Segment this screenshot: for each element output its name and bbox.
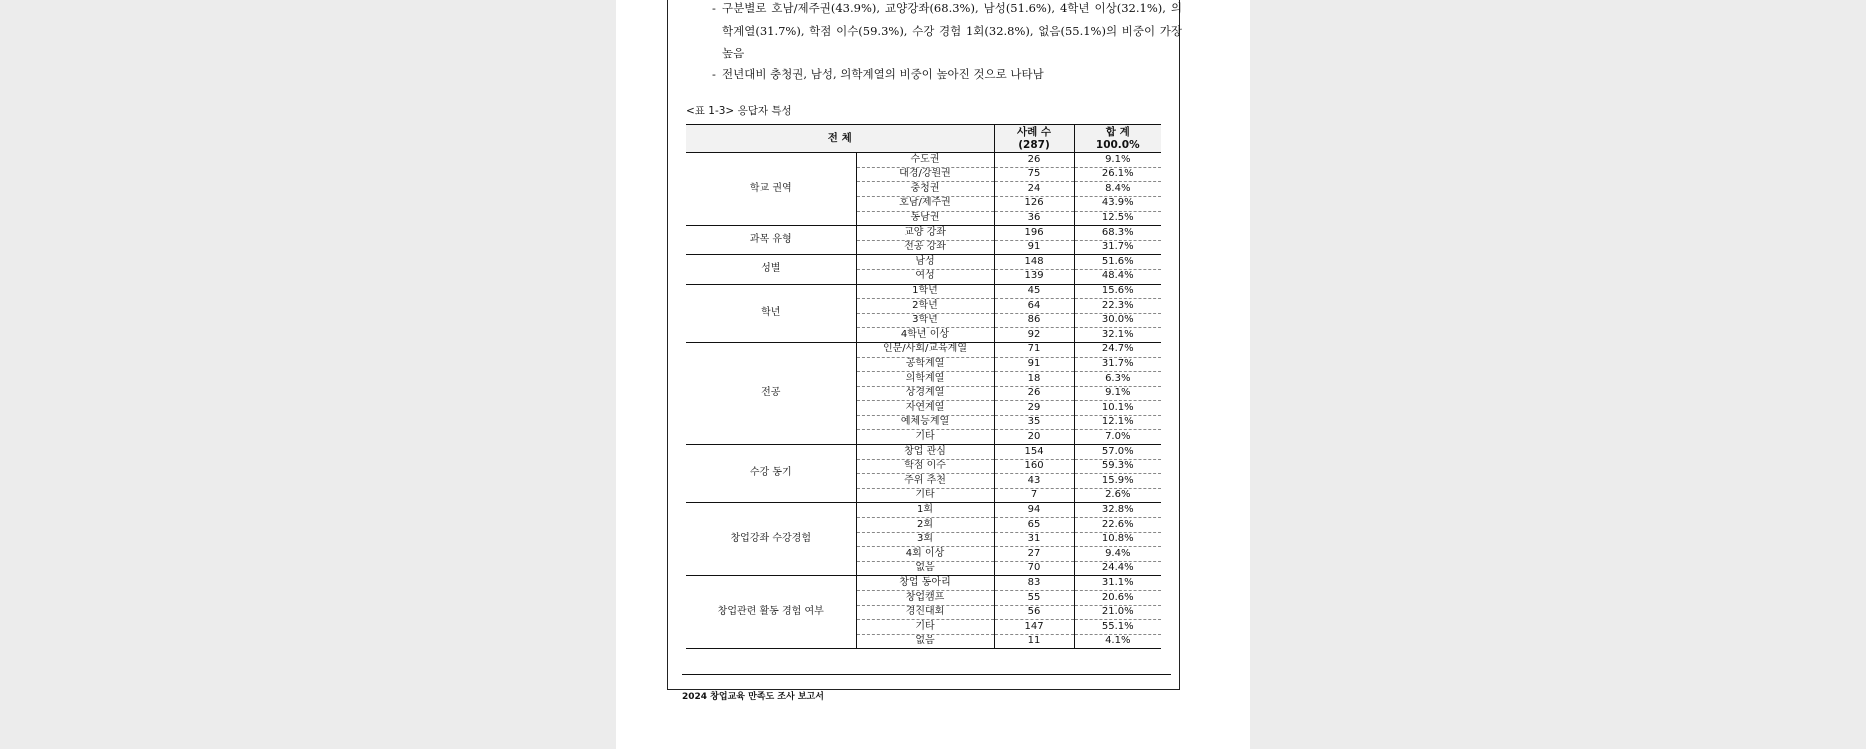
row-label: 전공 강좌: [856, 240, 994, 255]
bullet-item-2: [712, 63, 1182, 86]
row-label: 3학년: [856, 313, 994, 328]
row-count: 154: [994, 445, 1074, 460]
row-label: 동남권: [856, 211, 994, 226]
row-count: 26: [994, 386, 1074, 401]
row-label: 1회: [856, 503, 994, 518]
row-count: 7: [994, 488, 1074, 503]
row-percent: 24.4%: [1074, 561, 1161, 576]
row-percent: 57.0%: [1074, 445, 1161, 460]
row-percent: 59.3%: [1074, 459, 1161, 474]
group-label: 수강 동기: [686, 445, 856, 503]
table-caption: <표 1-3> 응답자 특성: [686, 105, 792, 117]
row-count: 147: [994, 620, 1074, 635]
row-count: 91: [994, 357, 1074, 372]
row-label: 없음: [856, 561, 994, 576]
bullet-dash: -: [712, 67, 716, 81]
table-header-row: [686, 125, 1161, 139]
row-label: 기타: [856, 430, 994, 445]
row-count: 31: [994, 532, 1074, 547]
header-pct-total: 100.0%: [1074, 139, 1161, 153]
row-percent: 31.7%: [1074, 240, 1161, 255]
row-count: 75: [994, 167, 1074, 182]
bullet-item-1: [712, 0, 1182, 65]
row-label: 창업 관심: [856, 445, 994, 460]
header-count-total: (287): [994, 139, 1074, 153]
row-percent: 26.1%: [1074, 167, 1161, 182]
row-percent: 10.1%: [1074, 401, 1161, 416]
row-percent: 12.1%: [1074, 415, 1161, 430]
row-percent: 32.1%: [1074, 328, 1161, 343]
bullet-text: 전년대비 충청권, 남성, 의학계열의 비중이 높아진 것으로 나타남: [722, 67, 1044, 81]
row-label: 없음: [856, 634, 994, 649]
row-label: 공학계열: [856, 357, 994, 372]
row-count: 27: [994, 547, 1074, 562]
group-label: 학년: [686, 284, 856, 342]
row-label: 3회: [856, 532, 994, 547]
row-count: 126: [994, 196, 1074, 211]
row-label: 창업캠프: [856, 591, 994, 606]
table-row: [686, 255, 1161, 270]
row-label: 여성: [856, 269, 994, 284]
row-count: 55: [994, 591, 1074, 606]
table-row: [686, 284, 1161, 299]
row-count: 91: [994, 240, 1074, 255]
row-percent: 9.1%: [1074, 153, 1161, 168]
table-row: [686, 576, 1161, 591]
row-percent: 15.6%: [1074, 284, 1161, 299]
row-count: 20: [994, 430, 1074, 445]
row-label: 교양 강좌: [856, 226, 994, 241]
row-percent: 8.4%: [1074, 182, 1161, 197]
table-row: [686, 342, 1161, 357]
row-percent: 21.0%: [1074, 605, 1161, 620]
row-percent: 9.1%: [1074, 386, 1161, 401]
row-count: 43: [994, 474, 1074, 489]
header-total-label: 전 체: [686, 125, 994, 153]
row-label: 1학년: [856, 284, 994, 299]
row-label: 수도권: [856, 153, 994, 168]
row-percent: 15.9%: [1074, 474, 1161, 489]
row-label: 기타: [856, 488, 994, 503]
row-count: 18: [994, 372, 1074, 387]
row-percent: 20.6%: [1074, 591, 1161, 606]
row-label: 예체능계열: [856, 415, 994, 430]
row-percent: 51.6%: [1074, 255, 1161, 270]
row-label: 기타: [856, 620, 994, 635]
row-percent: 4.1%: [1074, 634, 1161, 649]
group-label: 전공: [686, 342, 856, 444]
row-percent: 32.8%: [1074, 503, 1161, 518]
row-label: 의학계열: [856, 372, 994, 387]
row-label: 대경/강원권: [856, 167, 994, 182]
row-count: 196: [994, 226, 1074, 241]
row-percent: 6.3%: [1074, 372, 1161, 387]
group-label: 창업관련 활동 경험 여부: [686, 576, 856, 649]
row-label: 충청권: [856, 182, 994, 197]
row-count: 45: [994, 284, 1074, 299]
row-percent: 55.1%: [1074, 620, 1161, 635]
row-count: 70: [994, 561, 1074, 576]
bullet-dash: -: [712, 1, 716, 15]
row-percent: 2.6%: [1074, 488, 1161, 503]
row-label: 2학년: [856, 299, 994, 314]
row-label: 인문/사회/교육계열: [856, 342, 994, 357]
row-count: 94: [994, 503, 1074, 518]
page-footer: 2024 창업교육 만족도 조사 보고서: [682, 692, 824, 702]
row-percent: 22.3%: [1074, 299, 1161, 314]
row-percent: 9.4%: [1074, 547, 1161, 562]
row-percent: 24.7%: [1074, 342, 1161, 357]
row-count: 139: [994, 269, 1074, 284]
row-percent: 43.9%: [1074, 196, 1161, 211]
row-label: 2회: [856, 518, 994, 533]
row-count: 24: [994, 182, 1074, 197]
row-label: 자연계열: [856, 401, 994, 416]
row-percent: 31.1%: [1074, 576, 1161, 591]
row-label: 창업 동아리: [856, 576, 994, 591]
row-label: 주위 추천: [856, 474, 994, 489]
row-count: 36: [994, 211, 1074, 226]
group-label: 과목 유형: [686, 226, 856, 255]
row-count: 56: [994, 605, 1074, 620]
group-label: 창업강좌 수강경험: [686, 503, 856, 576]
table-body: [686, 153, 1161, 649]
row-percent: 68.3%: [1074, 226, 1161, 241]
row-count: 29: [994, 401, 1074, 416]
row-percent: 30.0%: [1074, 313, 1161, 328]
footer-divider: [682, 674, 1171, 675]
row-count: 83: [994, 576, 1074, 591]
row-label: 남성: [856, 255, 994, 270]
row-percent: 7.0%: [1074, 430, 1161, 445]
row-percent: 48.4%: [1074, 269, 1161, 284]
row-label: 4회 이상: [856, 547, 994, 562]
group-label: 성별: [686, 255, 856, 284]
row-label: 학점 이수: [856, 459, 994, 474]
table-row: [686, 226, 1161, 241]
header-pct-label: 합 계: [1074, 125, 1161, 139]
row-percent: 31.7%: [1074, 357, 1161, 372]
row-count: 26: [994, 153, 1074, 168]
row-percent: 10.8%: [1074, 532, 1161, 547]
group-label: 학교 권역: [686, 153, 856, 226]
document-page: [616, 0, 1250, 749]
row-percent: 22.6%: [1074, 518, 1161, 533]
table-row: [686, 153, 1161, 168]
row-count: 35: [994, 415, 1074, 430]
table-row: [686, 503, 1161, 518]
row-count: 71: [994, 342, 1074, 357]
table-row: [686, 445, 1161, 460]
row-label: 4학년 이상: [856, 328, 994, 343]
row-count: 92: [994, 328, 1074, 343]
header-count-label: 사례 수: [994, 125, 1074, 139]
row-label: 경진대회: [856, 605, 994, 620]
row-label: 상경계열: [856, 386, 994, 401]
row-count: 11: [994, 634, 1074, 649]
bullet-text: 구분별로 호남/제주권(43.9%), 교양강좌(68.3%), 남성(51.6%), 4학년 이상(32.1%), 의학계열(31.7%), 학점 이수(59.3%), 수강 경험 1회(32.8%), 없음(55.1%)의 비중이 가장 높음: [722, 1, 1182, 60]
row-count: 64: [994, 299, 1074, 314]
respondent-table: [686, 124, 1161, 649]
row-count: 160: [994, 459, 1074, 474]
row-label: 호남/제주권: [856, 196, 994, 211]
row-count: 86: [994, 313, 1074, 328]
row-percent: 12.5%: [1074, 211, 1161, 226]
row-count: 148: [994, 255, 1074, 270]
row-count: 65: [994, 518, 1074, 533]
